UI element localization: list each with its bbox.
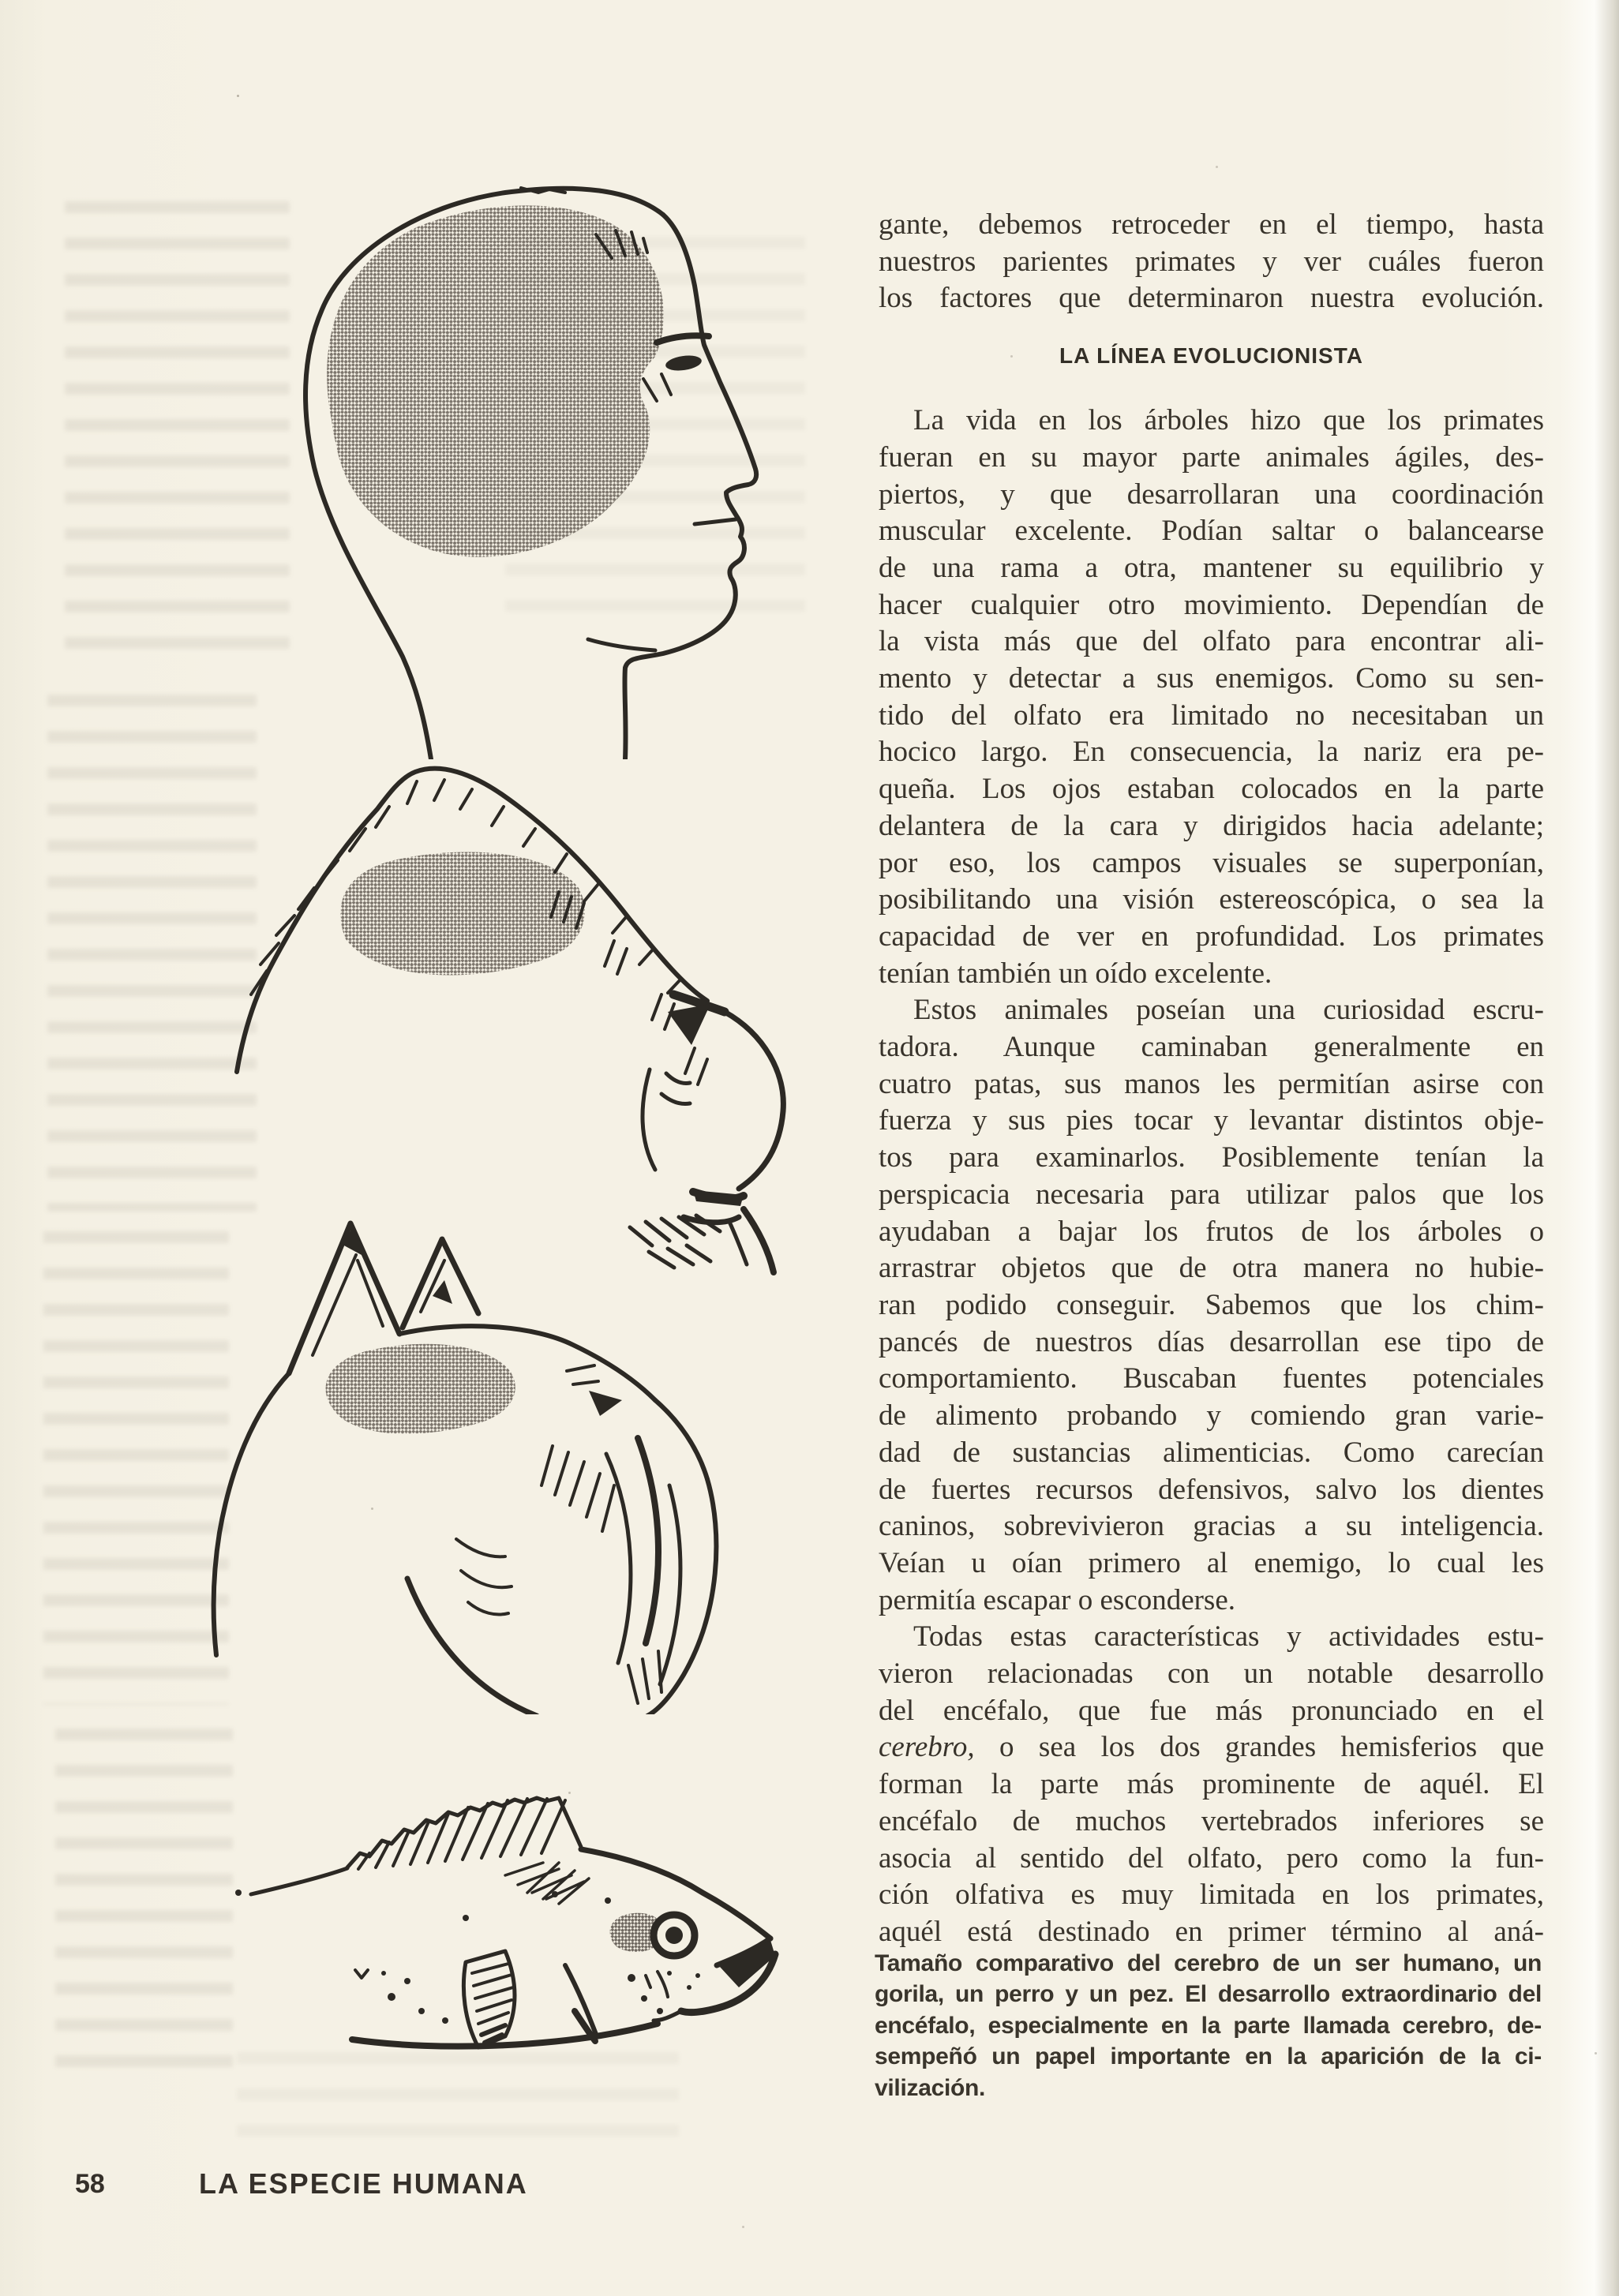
dog-head-outline	[214, 1223, 717, 1714]
text-line: ción olfativa es muy limitada en los primates,	[879, 1878, 1544, 1912]
text-line: vieron relacionadas con un notable desarrollo	[879, 1657, 1544, 1691]
text-line: piertos, y que desarrollaran una coordinación	[879, 478, 1544, 511]
text-line: perspicacia necesaria para utilizar palos que los	[879, 1178, 1544, 1211]
text-line: encéfalo, especialmente en la parte llamada cerebro, de-	[875, 2012, 1542, 2039]
text-line: por eso, los campos visuales se superponían,	[879, 846, 1544, 879]
fish-spots	[235, 1890, 700, 2024]
article-column	[879, 207, 1544, 1951]
fish-mouth-shade	[720, 1940, 775, 1987]
text-line: hacer cualquier otro movimiento. Dependían de	[879, 588, 1544, 621]
text-line: hocico largo. En consecuencia, la nariz era pe-	[879, 736, 1544, 769]
text-line: gorila, un perro y un pez. El desarrollo extraordinario del	[875, 1981, 1542, 2008]
text-line: de una rama a otra, mantener su equilibrio y	[879, 551, 1544, 584]
text-line: sempeñó un papel importante en la aparición de la ci-	[875, 2043, 1542, 2070]
dog-ear-shade	[433, 1280, 452, 1304]
text-line: mento y detectar a sus enemigos. Como su sen-	[879, 662, 1544, 695]
paragraph	[879, 1619, 1544, 1950]
text-line: tido del olfato era limitado no necesitaban un	[879, 699, 1544, 732]
fish-figure	[227, 1774, 792, 2062]
text-line: capacidad de ver en profundidad. Los primates	[879, 920, 1544, 953]
paragraph	[879, 207, 1544, 317]
fish-outline	[251, 1798, 775, 2047]
running-title: LA ESPECIE HUMANA	[199, 2167, 528, 2200]
bleedthrough-text	[237, 2052, 679, 2147]
text-line: forman la parte más prominente de aquél. El	[879, 1768, 1544, 1801]
text-line: dad de sustancias alimenticias. Como carecían	[879, 1436, 1544, 1469]
text-line: del encéfalo, que fue más pronunciado en el	[879, 1694, 1544, 1727]
section-heading: LA LÍNEA EVOLUCIONISTA	[1059, 343, 1363, 369]
text-line: queña. Los ojos estaban colocados en la parte	[879, 773, 1544, 806]
human-eye	[665, 354, 703, 373]
paragraph	[879, 403, 1544, 992]
text-line: cerebro, o sea los dos grandes hemisferios que	[879, 1731, 1544, 1764]
gorilla-head-figure	[219, 734, 808, 1279]
text-line: Veían u oían primero al enemigo, lo cual les	[879, 1546, 1544, 1579]
article-body	[879, 403, 1544, 1951]
text-line: los factores que determinaron nuestra evolución.	[879, 282, 1544, 315]
text-line: delantera de la cara y dirigidos hacia adelante;	[879, 809, 1544, 842]
bleedthrough-text	[55, 1729, 233, 2068]
text-line: fueran en su mayor parte animales ágiles, des-	[879, 440, 1544, 474]
text-line: comportamiento. Buscaban fuentes potenciales	[879, 1362, 1544, 1395]
text-line: asocia al sentido del olfato, pero como la fun-	[879, 1841, 1544, 1875]
fish-eye-pupil	[665, 1927, 683, 1944]
text-line: fuerza y sus pies tocar y levantar distintos obje-	[879, 1104, 1544, 1137]
text-line: gante, debemos retroceder en el tiempo, hasta	[879, 208, 1544, 241]
text-line: nuestros parientes primates y ver cuáles fueron	[879, 245, 1544, 278]
gorilla-brain-shade	[340, 852, 585, 976]
text-line: caninos, sobrevivieron gracias a su inteligencia.	[879, 1510, 1544, 1543]
text-line: vilización.	[875, 2074, 986, 2101]
text-line: La vida en los árboles hizo que los primates	[913, 404, 1544, 437]
text-line: Tamaño comparativo del cerebro de un ser humano, un	[875, 1950, 1542, 1976]
paper-speck	[237, 95, 239, 97]
text-line: ayudaban a bajar los frutos de los árboles o	[879, 1215, 1544, 1248]
dog-eye	[589, 1391, 622, 1416]
text-line: aquél está destinado en primer término al aná-	[879, 1915, 1544, 1948]
text-line: de fuertes recursos defensivos, salvo los dientes	[879, 1473, 1544, 1506]
bleedthrough-text	[65, 201, 290, 655]
text-line: Todas estas características y actividades estu-	[913, 1620, 1544, 1654]
text-line: permitía escapar o esconderse.	[879, 1583, 1236, 1616]
text-line: Estos animales poseían una curiosidad escru-	[913, 994, 1544, 1027]
text-line: la vista más que del olfato para encontrar ali-	[879, 625, 1544, 658]
text-line: tadora. Aunque caminaban generalmente en	[879, 1031, 1544, 1064]
text-line: tos para examinarlos. Posiblemente tenían la	[879, 1141, 1544, 1174]
paragraph	[879, 992, 1544, 1619]
text-line: tenían también un oído excelente.	[879, 957, 1272, 990]
figure-caption	[875, 1948, 1542, 2103]
page-number: 58	[75, 2169, 105, 2199]
text-line: posibilitando una visión estereoscópica, o sea la	[879, 883, 1544, 916]
dog-head-figure	[196, 1201, 756, 1714]
dog-brain-shade	[326, 1344, 515, 1434]
text-line: de alimento probando y comiendo gran varie-	[879, 1399, 1544, 1433]
text-line: arrastrar objetos que de otra manera no hubie-	[879, 1252, 1544, 1285]
human-head-figure	[284, 167, 774, 759]
text-line: cuatro patas, sus manos les permitían asirse con	[879, 1067, 1544, 1100]
gorilla-eye	[668, 1004, 710, 1045]
text-line: muscular excelente. Podían saltar o balancearse	[879, 515, 1544, 548]
text-line: encéfalo de muchos vertebrados inferiores se	[879, 1804, 1544, 1837]
text-line: ran podido conseguir. Sabemos que los chim-	[879, 1288, 1544, 1321]
text-line: pancés de nuestros días desarrollan ese tipo de	[879, 1325, 1544, 1358]
